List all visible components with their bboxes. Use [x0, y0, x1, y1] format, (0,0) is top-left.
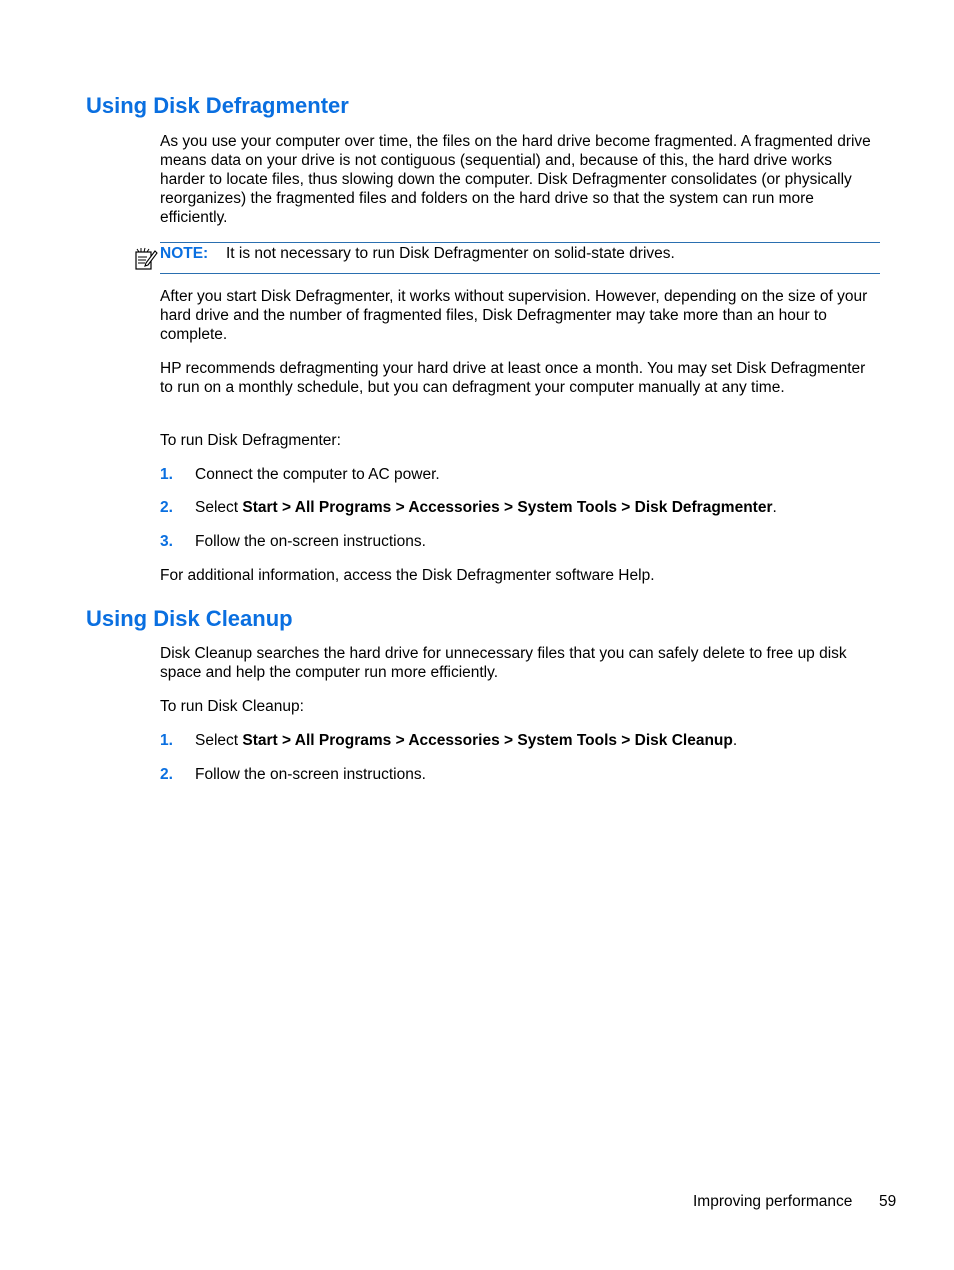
defragmenter-closing: For additional information, access the Disk Defragmenter software Help.: [160, 567, 655, 584]
step-suffix: .: [732, 732, 738, 749]
menu-path: Start > All Programs > Accessories > System Tools > Disk Defragmenter: [242, 499, 773, 516]
section-heading-cleanup: Using Disk Cleanup: [86, 606, 293, 631]
step-text: Follow the on-screen instructions.: [195, 766, 426, 783]
section-heading-defragmenter: Using Disk Defragmenter: [86, 93, 349, 118]
step-suffix: .: [772, 499, 777, 516]
menu-path: Start > All Programs > Accessories > System Tools > Disk Cleanup: [242, 732, 733, 749]
step-number: 3.: [160, 533, 173, 550]
footer-chapter-title: Improving performance: [693, 1193, 853, 1210]
step-text: [195, 731, 737, 750]
defragmenter-schedule-paragraph: HP recommends defragmenting your hard drive at least once a month. You may set Disk Defragmenter to run on a monthly schedule, but you can defragment your computer manually at any time.: [160, 360, 866, 396]
defragmenter-steps-intro: To run Disk Defragmenter:: [160, 432, 341, 449]
step-text: Follow the on-screen instructions.: [195, 533, 426, 550]
step-number: 1.: [160, 466, 173, 483]
defragmenter-intro: As you use your computer over time, the files on the hard drive become fragmented. A fragmented drive means data on your drive is not contiguous (sequential) and, because of this, the hard drive works harder to locate files, thus slowing down the computer. Disk Defragmenter consolidates (or physically reorganizes) the fragmented files and folders on the hard drive so that the system can run more efficiently.: [160, 133, 871, 226]
page-number: 59: [879, 1193, 897, 1210]
note-pencil-icon: [134, 247, 158, 271]
note-text: It is not necessary to run Disk Defragmenter on solid-state drives.: [226, 245, 675, 262]
defragmenter-supervision-paragraph: After you start Disk Defragmenter, it works without supervision. However, depending on the size of your hard drive and the number of fragmented files, Disk Defragmenter may take more than an hour to complete.: [160, 288, 868, 343]
step-text: Connect the computer to AC power.: [195, 466, 440, 483]
step-text: [195, 498, 777, 517]
cleanup-steps-intro: To run Disk Cleanup:: [160, 698, 304, 715]
note-label: NOTE:: [160, 245, 209, 262]
note-box: [160, 242, 880, 274]
step-number: 2.: [160, 766, 173, 783]
step-prefix: Select: [195, 732, 243, 749]
step-prefix: Select: [195, 499, 243, 516]
step-number: 1.: [160, 732, 173, 749]
cleanup-intro: Disk Cleanup searches the hard drive for unnecessary files that you can safely delete to free up disk space and help the computer run more efficiently.: [160, 645, 847, 681]
step-number: 2.: [160, 499, 173, 516]
